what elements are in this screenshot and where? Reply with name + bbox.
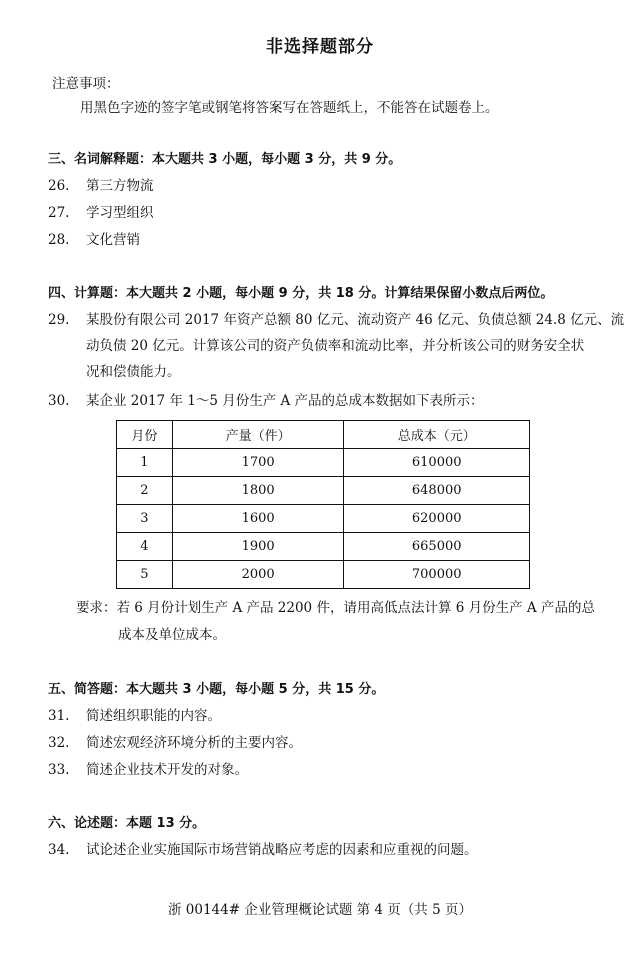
table-cell: 3 [117, 505, 173, 533]
question-33 [48, 758, 248, 778]
question-number: 29. [48, 312, 70, 328]
question-number: 30. [48, 393, 70, 409]
question-text: 简述宏观经济环境分析的主要内容。 [86, 735, 302, 751]
cost-data-table [116, 420, 530, 589]
table-header: 产量（件） [172, 421, 344, 449]
question-number: 26. [48, 178, 70, 194]
question-text: 学习型组织 [86, 205, 154, 221]
table-header: 总成本（元） [344, 421, 530, 449]
table-row [117, 561, 530, 589]
question-number: 33. [48, 762, 70, 778]
table-row [117, 533, 530, 561]
requirement-line-2: 成本及单位成本。 [118, 627, 226, 643]
notice-text: 用黑色字迹的签字笔或钢笔将答案写在答题纸上，不能答在试题卷上。 [80, 100, 499, 116]
question-29-line-2: 动负债 20 亿元。计算该公司的资产负债率和流动比率，并分析该公司的财务安全状 [86, 338, 585, 354]
page-title: 非选择题部分 [266, 37, 374, 57]
table-row [117, 477, 530, 505]
requirement-line-1: 要求：若 6 月份计划生产 A 产品 2200 件，请用高低点法计算 6 月份生产 A 产品的总 [76, 600, 595, 616]
question-number: 34. [48, 842, 70, 858]
question-28 [48, 228, 140, 248]
question-text: 简述组织职能的内容。 [86, 708, 221, 724]
table-row [117, 505, 530, 533]
table-cell: 2000 [172, 561, 344, 589]
table-cell: 1900 [172, 533, 344, 561]
question-29-line-1: 某股份有限公司 2017 年资产总额 80 亿元、流动资产 46 亿元、负债总额 24.8 亿元、流 [86, 312, 625, 328]
question-27 [48, 201, 154, 221]
question-text: 文化营销 [86, 232, 140, 248]
table-cell: 700000 [344, 561, 530, 589]
question-30 [48, 389, 484, 409]
table-cell: 665000 [344, 533, 530, 561]
table-cell: 1 [117, 449, 173, 477]
question-32 [48, 731, 302, 751]
table-cell: 620000 [344, 505, 530, 533]
section-4-heading: 四、计算题：本大题共 2 小题，每小题 9 分，共 18 分。计算结果保留小数点后两位。 [48, 286, 554, 301]
section-5-heading: 五、简答题：本大题共 3 小题，每小题 5 分，共 15 分。 [48, 682, 385, 697]
table-header-row [117, 421, 530, 449]
table-cell: 648000 [344, 477, 530, 505]
question-number: 27. [48, 205, 70, 221]
notice-heading: 注意事项： [52, 76, 120, 92]
question-26 [48, 174, 154, 194]
question-29 [48, 308, 624, 328]
question-31 [48, 704, 221, 724]
question-number: 31. [48, 708, 70, 724]
table-cell: 2 [117, 477, 173, 505]
table-cell: 5 [117, 561, 173, 589]
question-text: 简述企业技术开发的对象。 [86, 762, 248, 778]
table-cell: 610000 [344, 449, 530, 477]
question-number: 28. [48, 232, 70, 248]
question-text: 第三方物流 [86, 178, 154, 194]
table-cell: 1600 [172, 505, 344, 533]
section-6-heading: 六、论述题：本题 13 分。 [48, 816, 206, 831]
page-footer: 浙 00144# 企业管理概论试题 第 4 页（共 5 页） [168, 902, 472, 918]
question-number: 32. [48, 735, 70, 751]
section-3-heading: 三、名词解释题：本大题共 3 小题，每小题 3 分，共 9 分。 [48, 152, 402, 167]
question-34 [48, 838, 478, 858]
question-29-line-3: 况和偿债能力。 [86, 364, 181, 380]
table-row [117, 449, 530, 477]
table-cell: 1800 [172, 477, 344, 505]
question-text: 试论述企业实施国际市场营销战略应考虑的因素和应重视的问题。 [86, 842, 478, 858]
table-header: 月份 [117, 421, 173, 449]
table-cell: 1700 [172, 449, 344, 477]
table-cell: 4 [117, 533, 173, 561]
question-30-text: 某企业 2017 年 1～5 月份生产 A 产品的总成本数据如下表所示： [86, 393, 484, 409]
